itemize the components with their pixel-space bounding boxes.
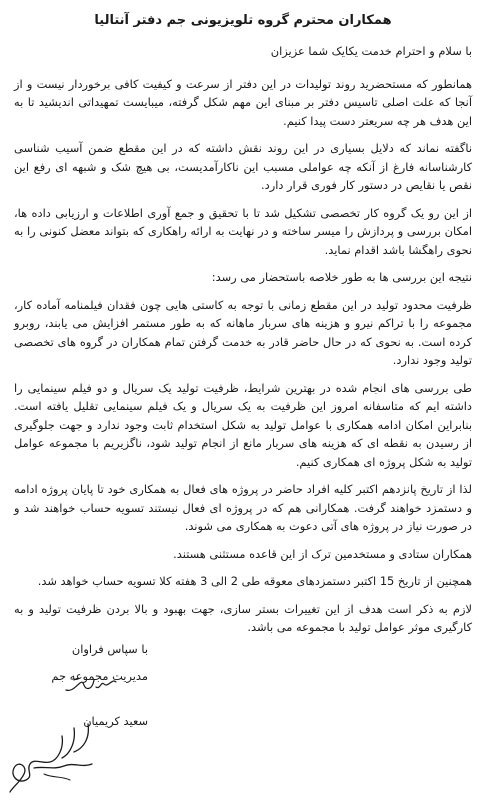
signatory-name: سعید کریمیان — [83, 714, 148, 728]
paragraph-8: همچنین از تاریخ 15 اکتبر دستمزدهای معوقه طی 2 الی 3 هفته کلا تسویه حساب خواهد شد. — [37, 574, 472, 588]
signature-mark — [4, 718, 100, 796]
closing-thanks: با سپاس فراوان — [71, 642, 148, 656]
letter-title: همکاران محترم گروه تلویزیونی جم دفتر آنتالیا — [94, 13, 392, 28]
closing-role: مدیریت مجموعه جم — [51, 669, 148, 683]
paragraph-3: از این رو یک گروه کار تخصصی تشکیل شد تا با تحقیق و جمع آوری اطلاعات و ارزیابی داده ها، امکان بررسی و پردازش را میسر ساخته و در نهایت به ارائه راهکاری که بتواند معضل کنونی را به نحوی راهگشا باشد اقدام نماید. — [14, 205, 472, 257]
handwritten-note-mark — [60, 674, 120, 700]
paragraph-summary-intro: نتیجه این بررسی ها به طور خلاصه باستحضار می رسد: — [211, 270, 472, 284]
paragraph-6: لذا از تاریخ پانزدهم اکتبر کلیه افراد حاضر در پروژه های فعال به همکاری خود تا پایان پروژه ادامه و دستمزد خواهند گرفت. همکارانی هم که در پروژه ای فعال نیستند تسویه حساب خواهند شد و در صورت نیاز در پروژه های آتی دعوت به همکاری می شوند. — [14, 482, 472, 533]
greeting: با سلام و احترام خدمت یکایک شما عزیزان — [270, 44, 472, 58]
paragraph-5: طی بررسی های انجام شده در بهترین شرایط، ظرفیت تولید یک سریال و دو فیلم سینمایی را داشته ایم که متاسفانه امروز این ظرفیت به یک سریال و یک فیلم سینمایی تقلیل یافته است. بنابراین امکان ادامه همکاری با عوامل تولید به شکل استخدام ثابت وجود ندارد و جهت جلوگیری از رسیدن به نقطه ای که هزینه های سربار مانع از انجام تولید شود، ناگزیریم با مجموعه عوامل تولید به شکل پروژه ای همکاری کنیم. — [14, 380, 472, 469]
paragraph-4: ظرفیت محدود تولید در این مقطع زمانی با توجه به کاستی هایی چون فقدان فیلمنامه آماده کار، مجموعه را با تراکم نیرو و هزینه های سربار ماهانه که به طور مستمر افزایش می یابند، روبرو کرده است. به نحوی که در حال حاضر قادر به خدمت گرفتن تمام همکاران در گروه های تخصصی تولید وجود ندارد. — [14, 297, 472, 367]
paragraph-9: لازم به ذکر است هدف از این تغییرات بستر سازی، جهت بهبود و بالا بردن ظرفیت تولید و به کارگیری موثر عوامل تولید با مجموعه می باشد. — [14, 601, 472, 634]
paragraph-1: همانطور که مستحضرید روند تولیدات در این دفتر از سرعت و کیفیت کافی برخوردار نیست و از آنجا که علت اصلی تاسیس دفتر بر مبنای این مهم شکل گرفته، میبایست تمهیداتی اندیشید تا به این هدف هر چه سریعتر دست پیدا کنیم. — [14, 76, 472, 128]
paragraph-7: همکاران ستادی و مستخدمین ترک از این قاعده مستثنی هستند. — [173, 546, 472, 561]
paragraph-2: ناگفته نماند که دلایل بسیاری در این روند نقش داشته که در این مقطع ضمن آسیب شناسی کارشناسانه فارغ از آنکه چه عواملی مسبب این ناکارآمدیست، بی هیچ شک و شبهه ای رفع این نقص یا نقایص در دستور کار فوری قرار دارد. — [14, 141, 472, 192]
